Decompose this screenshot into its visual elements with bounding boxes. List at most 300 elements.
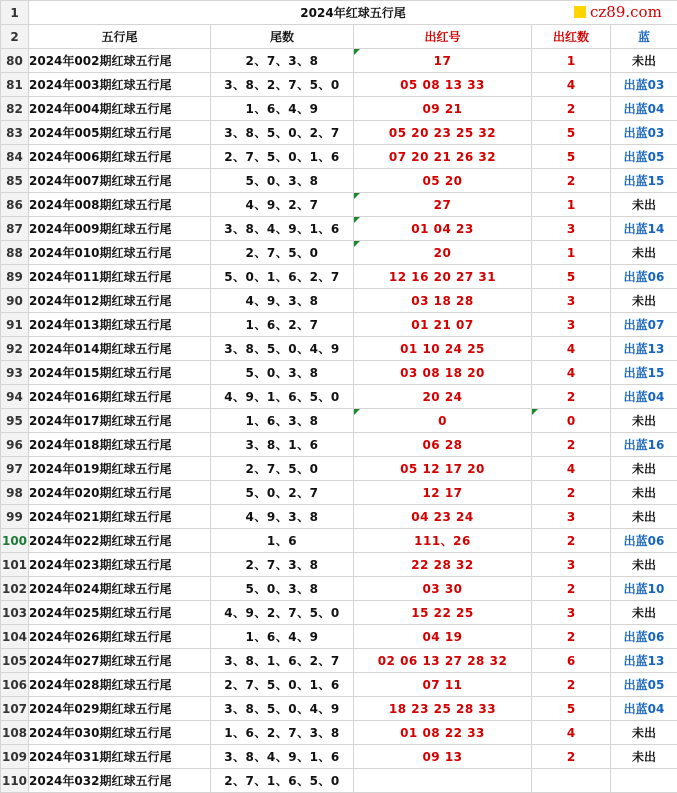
cell-red-numbers[interactable] [354,529,532,553]
cell-blue[interactable] [611,289,677,313]
cell-blue[interactable] [611,241,677,265]
cell-tail-text: 5、0、3、8 [245,366,319,380]
cell-red-numbers[interactable] [354,193,532,217]
cell-blue[interactable] [611,697,677,721]
cell-tail-text: 2、7、5、0、1、6 [224,150,340,164]
cell-red-numbers[interactable] [354,721,532,745]
cell-blue[interactable] [611,505,677,529]
cell-tail[interactable] [211,577,354,601]
cell-red-numbers[interactable] [354,697,532,721]
cell-name-text: 2024年005期红球五行尾 [29,126,172,140]
cell-tail-text: 3、8、5、0、2、7 [224,126,340,140]
cell-blue-text: 出蓝04 [623,102,665,116]
cell-tail[interactable] [211,601,354,625]
cell-red-count-text: 2 [566,749,576,764]
cell-tail[interactable] [211,97,354,121]
row-header[interactable] [1,529,29,553]
cell-red-numbers-text: 12 16 20 27 31 [388,269,497,284]
cell-tail-text: 3、8、1、6 [245,438,319,452]
header-blue[interactable]: 蓝 [611,25,677,49]
cell-red-numbers[interactable] [354,73,532,97]
cell-name[interactable] [29,409,211,433]
header-red[interactable]: 出红号 [354,25,532,49]
cell-blue[interactable] [611,745,677,769]
cell-blue[interactable] [611,121,677,145]
cell-red-count[interactable] [532,529,611,553]
cell-red-numbers-text: 03 18 28 [411,293,474,308]
row-header[interactable] [1,505,29,529]
cell-blue-text: 出蓝05 [623,150,665,164]
cell-red-numbers[interactable] [354,49,532,73]
cell-red-numbers[interactable] [354,289,532,313]
row-header[interactable] [1,577,29,601]
cell-name[interactable] [29,481,211,505]
row-header-text: 90 [6,293,23,308]
cell-tail[interactable] [211,721,354,745]
cell-red-numbers[interactable] [354,769,532,793]
cell-red-count-text: 2 [566,437,576,452]
cell-blue-text: 未出 [631,486,656,500]
cell-name-text: 2024年013期红球五行尾 [29,318,172,332]
cell-red-count[interactable] [532,289,611,313]
cell-red-count-text: 2 [566,389,576,404]
cell-red-count-text: 4 [566,461,576,476]
cell-red-numbers[interactable] [354,121,532,145]
table-row [1,745,677,769]
cell-red-numbers[interactable] [354,601,532,625]
header-row [1,25,677,49]
cell-red-count[interactable] [532,193,611,217]
cell-name-text: 2024年015期红球五行尾 [29,366,172,380]
cell-tail[interactable] [211,169,354,193]
row-header[interactable] [1,193,29,217]
cell-blue[interactable] [611,337,677,361]
row-header[interactable] [1,481,29,505]
cell-name-text: 2024年011期红球五行尾 [29,270,172,284]
cell-tail-text: 2、7、5、0、1、6 [224,678,340,692]
row-header-text: 84 [6,149,23,164]
cell-name-text: 2024年026期红球五行尾 [29,630,172,644]
cell-name[interactable] [29,697,211,721]
row-header-text: 107 [1,701,28,716]
cell-name[interactable] [29,97,211,121]
table-row [1,577,677,601]
row-header[interactable] [1,625,29,649]
cell-name-text: 2024年004期红球五行尾 [29,102,172,116]
table-row [1,625,677,649]
row-header[interactable] [1,385,29,409]
cell-red-count-text: 2 [566,101,576,116]
table-row [1,169,677,193]
cell-red-numbers[interactable] [354,457,532,481]
cell-tail[interactable] [211,673,354,697]
cell-red-numbers-text: 09 21 [422,101,463,116]
cell-name[interactable] [29,769,211,793]
table-row [1,433,677,457]
cell-tail-text: 1、6、4、9 [245,630,319,644]
cell-name[interactable] [29,169,211,193]
cell-red-numbers-text: 17 [433,53,452,68]
cell-red-count[interactable] [532,721,611,745]
cell-red-numbers-text: 20 24 [422,389,463,404]
cell-red-count[interactable] [532,97,611,121]
row-header[interactable] [1,169,29,193]
cell-blue[interactable] [611,721,677,745]
cell-red-count-text: 1 [566,53,576,68]
table-row [1,769,677,793]
cell-red-numbers[interactable] [354,553,532,577]
cell-blue[interactable] [611,97,677,121]
cell-name[interactable] [29,265,211,289]
cell-red-numbers[interactable] [354,649,532,673]
cell-name-text: 2024年014期红球五行尾 [29,342,172,356]
row-header[interactable] [1,721,29,745]
row-header[interactable] [1,73,29,97]
cell-blue[interactable] [611,73,677,97]
header-tail[interactable]: 尾数 [211,25,354,49]
cell-red-count-text: 4 [566,725,576,740]
cell-red-numbers-text: 03 30 [422,581,463,596]
row-header[interactable] [1,97,29,121]
cell-tail[interactable] [211,265,354,289]
cell-red-numbers[interactable] [354,673,532,697]
cell-blue[interactable] [611,145,677,169]
cell-tail-text: 3、8、5、0、4、9 [224,342,340,356]
cell-tail[interactable] [211,217,354,241]
cell-red-count-text: 3 [566,605,576,620]
cell-name[interactable] [29,121,211,145]
header-name[interactable]: 五行尾 [29,25,211,49]
cell-red-count[interactable] [532,121,611,145]
row-header[interactable] [1,241,29,265]
cell-tail[interactable] [211,745,354,769]
row-header-text: 87 [6,221,23,236]
cell-tail[interactable] [211,649,354,673]
cell-name-text: 2024年007期红球五行尾 [29,174,172,188]
cell-red-count[interactable] [532,145,611,169]
cell-tail[interactable] [211,49,354,73]
row-header-text: 85 [6,173,23,188]
cell-red-count-text: 2 [566,533,576,548]
cell-name[interactable] [29,385,211,409]
cell-blue-text: 出蓝04 [623,390,665,404]
cell-tail[interactable] [211,313,354,337]
cell-red-count[interactable] [532,73,611,97]
cell-blue[interactable] [611,601,677,625]
row-header-text: 104 [1,629,28,644]
cell-red-numbers[interactable] [354,217,532,241]
cell-name[interactable] [29,649,211,673]
row-header[interactable] [1,553,29,577]
cell-blue-text: 未出 [631,750,656,764]
cell-red-numbers-text: 15 22 25 [411,605,474,620]
cell-tail[interactable] [211,769,354,793]
cell-red-count-text: 1 [566,245,576,260]
cell-name[interactable] [29,721,211,745]
row-header[interactable] [1,145,29,169]
cell-name-text: 2024年012期红球五行尾 [29,294,172,308]
cell-red-count-text: 2 [566,629,576,644]
cell-tail[interactable] [211,409,354,433]
cell-tail[interactable] [211,433,354,457]
row-header-text: 91 [6,317,23,332]
cell-red-numbers[interactable] [354,265,532,289]
cell-name[interactable] [29,457,211,481]
cell-name[interactable] [29,289,211,313]
cell-blue[interactable] [611,625,677,649]
cell-name[interactable] [29,193,211,217]
cell-tail-text: 2、7、5、0 [245,246,319,260]
cell-red-numbers-text: 0 [438,413,447,428]
cell-name[interactable] [29,625,211,649]
cell-name[interactable] [29,529,211,553]
cell-name[interactable] [29,553,211,577]
cell-tail-text: 5、0、3、8 [245,582,319,596]
cell-blue[interactable] [611,193,677,217]
cell-red-numbers[interactable] [354,337,532,361]
row-header-text: 99 [6,509,23,524]
cell-red-count-text: 1 [566,197,576,212]
sheet-title[interactable]: 2024年红球五行尾 [29,1,677,25]
cell-red-numbers[interactable] [354,169,532,193]
cell-tail[interactable] [211,457,354,481]
cell-red-count-text: 6 [566,653,576,668]
row-header[interactable] [1,649,29,673]
cell-name[interactable] [29,337,211,361]
cell-red-count-text: 3 [566,509,576,524]
cell-red-numbers[interactable] [354,625,532,649]
cell-red-count[interactable] [532,313,611,337]
cell-red-count[interactable] [532,745,611,769]
cell-red-numbers-text: 05 20 [422,173,463,188]
table-row [1,49,677,73]
cell-red-count[interactable] [532,697,611,721]
cell-red-numbers[interactable] [354,97,532,121]
cell-red-count[interactable] [532,217,611,241]
cell-tail-text: 4、9、2、7、5、0 [224,606,340,620]
cell-blue[interactable] [611,481,677,505]
table-row [1,649,677,673]
header-count[interactable]: 出红数 [532,25,611,49]
cell-name[interactable] [29,673,211,697]
row-header[interactable] [1,361,29,385]
cell-name-text: 2024年010期红球五行尾 [29,246,172,260]
cell-red-count[interactable] [532,361,611,385]
cell-name[interactable] [29,313,211,337]
cell-tail-text: 4、9、3、8 [245,294,319,308]
row-header[interactable] [1,409,29,433]
row-header-text: 82 [6,101,23,116]
cell-blue-text: 出蓝03 [623,126,665,140]
cell-tail[interactable] [211,193,354,217]
cell-red-count[interactable] [532,241,611,265]
cell-red-numbers[interactable] [354,385,532,409]
cell-red-count[interactable] [532,649,611,673]
cell-tail[interactable] [211,145,354,169]
row-header[interactable] [1,457,29,481]
cell-blue[interactable] [611,313,677,337]
cell-red-count[interactable] [532,625,611,649]
cell-red-numbers-text: 111、26 [414,534,471,548]
cell-tail[interactable] [211,121,354,145]
row-header[interactable] [1,313,29,337]
cell-red-count[interactable] [532,265,611,289]
cell-blue[interactable] [611,361,677,385]
cell-tail-text: 3、8、5、0、4、9 [224,702,340,716]
table-row [1,457,677,481]
cell-name-text: 2024年018期红球五行尾 [29,438,172,452]
cell-name[interactable] [29,601,211,625]
cell-tail[interactable] [211,529,354,553]
cell-red-count[interactable] [532,433,611,457]
cell-red-numbers-text: 12 17 [422,485,463,500]
cell-red-count[interactable] [532,385,611,409]
cell-tail[interactable] [211,505,354,529]
cell-red-numbers[interactable] [354,577,532,601]
cell-red-numbers[interactable] [354,745,532,769]
cell-red-numbers[interactable] [354,361,532,385]
cell-red-count-text: 5 [566,701,576,716]
cell-tail[interactable] [211,337,354,361]
cell-name-text: 2024年006期红球五行尾 [29,150,172,164]
cell-name[interactable] [29,745,211,769]
cell-red-count[interactable] [532,49,611,73]
cell-blue[interactable] [611,553,677,577]
table-row [1,217,677,241]
cell-name[interactable] [29,241,211,265]
cell-red-count[interactable] [532,481,611,505]
row-header[interactable] [1,673,29,697]
cell-blue[interactable] [611,169,677,193]
cell-tail[interactable] [211,241,354,265]
cell-red-count[interactable] [532,553,611,577]
cell-tail-text: 4、9、3、8 [245,510,319,524]
cell-name-text: 2024年008期红球五行尾 [29,198,172,212]
cell-blue[interactable] [611,577,677,601]
cell-red-numbers[interactable] [354,409,532,433]
row-header-text: 80 [6,53,23,68]
row-header[interactable]: 2 [1,25,29,49]
cell-blue[interactable] [611,409,677,433]
cell-blue-text: 出蓝07 [623,318,665,332]
row-header[interactable] [1,49,29,73]
cell-red-count[interactable] [532,673,611,697]
row-header-text: 100 [1,533,28,548]
cell-name[interactable] [29,73,211,97]
cell-red-numbers[interactable] [354,481,532,505]
cell-tail[interactable] [211,481,354,505]
cell-tail-text: 1、6 [266,534,298,548]
cell-red-numbers[interactable] [354,313,532,337]
row-header[interactable] [1,289,29,313]
cell-name[interactable] [29,145,211,169]
cell-name-text: 2024年032期红球五行尾 [29,774,172,788]
cell-tail[interactable] [211,385,354,409]
cell-name[interactable] [29,49,211,73]
table-row [1,289,677,313]
cell-red-numbers[interactable] [354,145,532,169]
cell-name-text: 2024年003期红球五行尾 [29,78,172,92]
cell-blue[interactable] [611,769,677,793]
cell-tail[interactable] [211,361,354,385]
cell-blue-text: 未出 [631,462,656,476]
cell-blue[interactable] [611,49,677,73]
row-header[interactable] [1,697,29,721]
cell-red-count[interactable] [532,457,611,481]
cell-red-numbers-text: 05 20 23 25 32 [388,125,497,140]
table-row [1,361,677,385]
row-header[interactable] [1,769,29,793]
table-row [1,673,677,697]
row-header[interactable] [1,217,29,241]
cell-tail[interactable] [211,697,354,721]
row-header[interactable] [1,265,29,289]
cell-blue[interactable] [611,673,677,697]
cell-red-numbers[interactable] [354,241,532,265]
cell-red-numbers[interactable] [354,505,532,529]
row-header[interactable] [1,337,29,361]
cell-red-numbers-text: 07 11 [422,677,463,692]
cell-red-count[interactable] [532,769,611,793]
cell-red-count[interactable] [532,577,611,601]
cell-blue[interactable] [611,649,677,673]
cell-blue-text: 出蓝16 [623,438,665,452]
cell-tail-text: 3、8、4、9、1、6 [224,222,340,236]
cell-red-count[interactable] [532,409,611,433]
cell-name[interactable] [29,505,211,529]
cell-red-count[interactable] [532,505,611,529]
cell-tail-text: 1、6、4、9 [245,102,319,116]
cell-red-count[interactable] [532,337,611,361]
cell-red-count[interactable] [532,169,611,193]
row-header[interactable] [1,745,29,769]
cell-blue[interactable] [611,457,677,481]
row-header-text: 102 [1,581,28,596]
cell-red-numbers-text: 27 [433,197,452,212]
cell-blue-text: 出蓝13 [623,342,665,356]
cell-tail[interactable] [211,73,354,97]
cell-blue[interactable] [611,217,677,241]
cell-name[interactable] [29,217,211,241]
cell-blue[interactable] [611,265,677,289]
cell-name[interactable] [29,433,211,457]
cell-name-text: 2024年022期红球五行尾 [29,534,172,548]
cell-red-numbers-text: 01 10 24 25 [400,341,485,356]
row-header[interactable] [1,433,29,457]
cell-blue[interactable] [611,529,677,553]
row-header[interactable] [1,121,29,145]
row-header[interactable] [1,601,29,625]
cell-blue-text: 未出 [631,510,656,524]
cell-red-count-text: 4 [566,365,576,380]
cell-tail[interactable] [211,625,354,649]
cell-tail[interactable] [211,289,354,313]
cell-red-numbers[interactable] [354,433,532,457]
cell-tail[interactable] [211,553,354,577]
table-row [1,409,677,433]
cell-name[interactable] [29,361,211,385]
row-header[interactable]: 1 [1,1,29,25]
cell-name-text: 2024年025期红球五行尾 [29,606,172,620]
row-header-text: 95 [6,413,23,428]
cell-red-numbers-text: 05 08 13 33 [400,77,485,92]
cell-blue[interactable] [611,433,677,457]
cell-name[interactable] [29,577,211,601]
cell-red-count[interactable] [532,601,611,625]
cell-blue[interactable] [611,385,677,409]
row-header-text: 92 [6,341,23,356]
cell-blue-text: 未出 [631,54,656,68]
